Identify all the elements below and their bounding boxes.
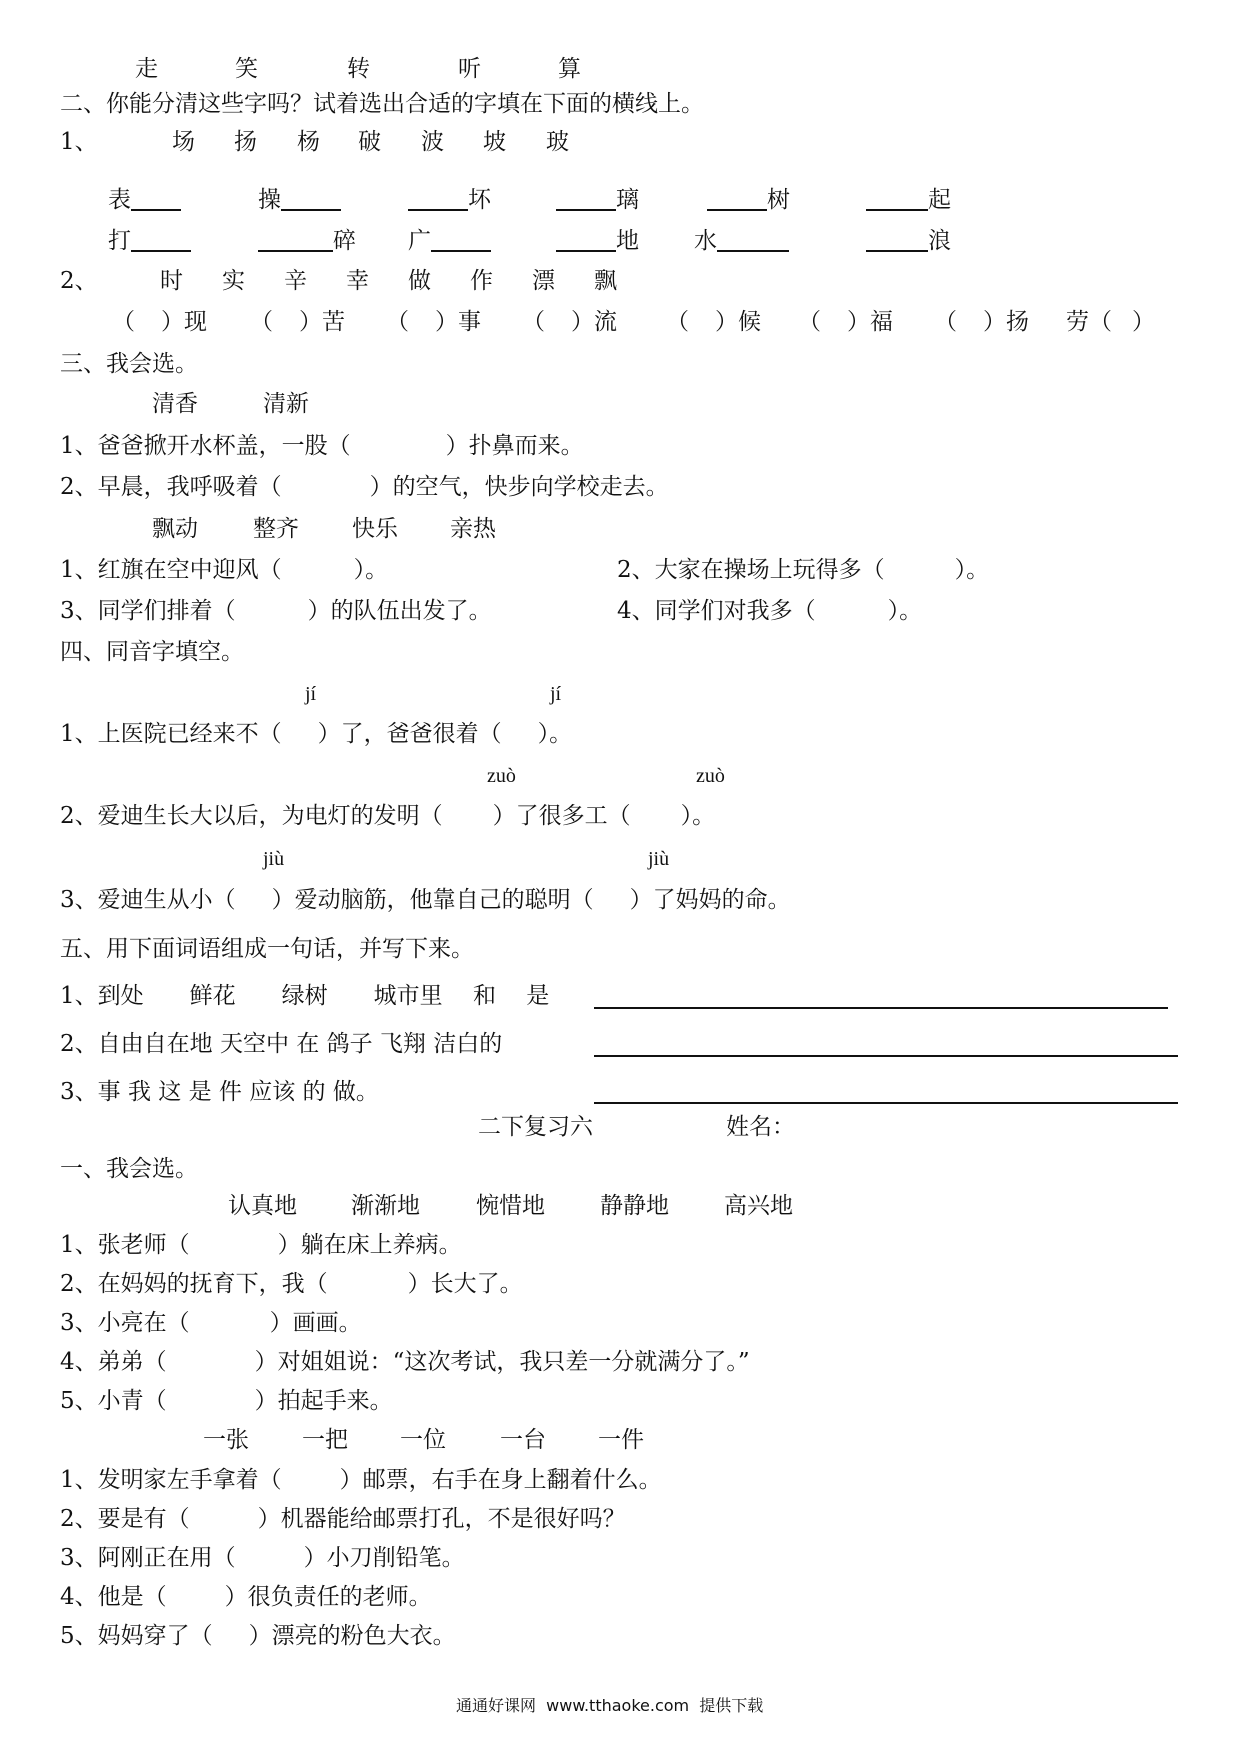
paren-item: （ ）事 bbox=[386, 309, 481, 335]
word-option: 惋惜地 bbox=[476, 1193, 545, 1219]
answer-blank[interactable] bbox=[556, 187, 616, 211]
answer-blank[interactable] bbox=[131, 228, 191, 252]
word-option: 快乐 bbox=[352, 516, 398, 542]
answer-blank[interactable] bbox=[866, 187, 928, 211]
word-option: 亲热 bbox=[450, 516, 496, 542]
question: 1、张老师（ ）躺在床上养病。 bbox=[60, 1232, 462, 1258]
top-word: 算 bbox=[558, 56, 581, 82]
word-option: 一位 bbox=[400, 1427, 446, 1453]
question: 3、小亮在（ ）画画。 bbox=[60, 1310, 362, 1336]
char-option: 破 bbox=[358, 129, 381, 155]
paren-item: （ ）流 bbox=[522, 309, 617, 335]
question: 1、红旗在空中迎风（ ）。 bbox=[60, 557, 389, 583]
question: 2、早晨，我呼吸着（ ）的空气，快步向学校走去。 bbox=[60, 474, 669, 500]
word-option: 渐渐地 bbox=[351, 1193, 420, 1219]
fill-item: 广 bbox=[408, 227, 491, 255]
answer-blank[interactable] bbox=[131, 187, 181, 211]
char-option: 幸 bbox=[346, 268, 369, 294]
word-option: 飘动 bbox=[152, 516, 198, 542]
word-option: 一把 bbox=[302, 1427, 348, 1453]
answer-blank[interactable] bbox=[717, 228, 789, 252]
question: 4、弟弟（ ）对姐姐说：“这次考试，我只差一分就满分了。” bbox=[60, 1349, 750, 1375]
fill-item: 树 bbox=[707, 186, 790, 214]
char-option: 坡 bbox=[483, 129, 506, 155]
question: 3、爱迪生从小（ ）爱动脑筋，他靠自己的聪明（ ）了妈妈的命。 bbox=[60, 887, 791, 913]
paren-item: （ ）苦 bbox=[250, 309, 345, 335]
question: 1、发明家左手拿着（ ）邮票，右手在身上翻着什么。 bbox=[60, 1467, 662, 1493]
paren-item: （ ）扬 bbox=[934, 309, 1029, 335]
page-title: 二下复习六 bbox=[478, 1114, 593, 1140]
answer-blank[interactable] bbox=[408, 187, 468, 211]
question: 1、上医院已经来不（ ）了，爸爸很着（ ）。 bbox=[60, 721, 573, 747]
word-option: 清香 bbox=[152, 391, 198, 417]
char-option: 实 bbox=[222, 268, 245, 294]
fill-item: 水 bbox=[694, 227, 789, 255]
section-5-title: 五、用下面词语组成一句话，并写下来。 bbox=[60, 936, 474, 962]
word-option: 高兴地 bbox=[724, 1193, 793, 1219]
question: 3、同学们排着（ ）的队伍出发了。 bbox=[60, 598, 492, 624]
section-2-title: 二、你能分清这些字吗？试着选出合适的字填在下面的横线上。 bbox=[60, 91, 704, 117]
char-option: 作 bbox=[470, 268, 493, 294]
answer-blank[interactable] bbox=[431, 228, 491, 252]
name-label: 姓名： bbox=[726, 1114, 795, 1140]
pinyin: jí bbox=[305, 683, 317, 705]
char-option: 波 bbox=[421, 129, 444, 155]
word-option: 一台 bbox=[500, 1427, 546, 1453]
answer-blank[interactable] bbox=[866, 228, 928, 252]
answer-blank[interactable] bbox=[556, 228, 616, 252]
word-list: 1、到处 鲜花 绿树 城市里 和 是 bbox=[60, 983, 550, 1009]
fill-item: 璃 bbox=[556, 186, 639, 214]
section-4-title: 四、同音字填空。 bbox=[60, 639, 244, 665]
answer-blank[interactable] bbox=[707, 187, 767, 211]
paren-item: （ ）现 bbox=[112, 309, 207, 335]
word-option: 整齐 bbox=[253, 516, 299, 542]
paren-item: （ ）候 bbox=[666, 309, 761, 335]
fill-item: 浪 bbox=[866, 227, 951, 255]
fill-item: 坏 bbox=[408, 186, 491, 214]
word-list: 2、自由自在地 天空中 在 鸽子 飞翔 洁白的 bbox=[60, 1031, 503, 1057]
answer-line[interactable] bbox=[594, 1055, 1178, 1057]
fill-item: 表 bbox=[108, 186, 181, 214]
question: 4、他是（ ）很负责任的老师。 bbox=[60, 1584, 432, 1610]
paren-item: （ ）福 bbox=[798, 309, 893, 335]
paren-item: 劳（ ） bbox=[1066, 309, 1155, 335]
answer-blank[interactable] bbox=[258, 228, 333, 252]
top-word: 转 bbox=[347, 56, 370, 82]
top-word: 笑 bbox=[235, 56, 258, 82]
top-word: 听 bbox=[458, 56, 481, 82]
fill-item: 碎 bbox=[258, 227, 356, 255]
question: 1、爸爸掀开水杯盖，一股（ ）扑鼻而来。 bbox=[60, 433, 584, 459]
word-option: 认真地 bbox=[228, 1193, 297, 1219]
char-option: 扬 bbox=[234, 129, 257, 155]
answer-line[interactable] bbox=[594, 1102, 1178, 1104]
pinyin: zuò bbox=[696, 765, 725, 787]
answer-blank[interactable] bbox=[281, 187, 341, 211]
char-option: 玻 bbox=[546, 129, 569, 155]
char-option: 漂 bbox=[532, 268, 555, 294]
char-option: 时 bbox=[160, 268, 183, 294]
word-list: 3、事 我 这 是 件 应该 的 做。 bbox=[60, 1079, 379, 1105]
pinyin: jí bbox=[550, 683, 562, 705]
question: 5、妈妈穿了（ ）漂亮的粉色大衣。 bbox=[60, 1623, 456, 1649]
pinyin: jiù bbox=[648, 848, 670, 870]
question: 5、小青（ ）拍起手来。 bbox=[60, 1388, 393, 1414]
char-option: 辛 bbox=[284, 268, 307, 294]
word-option: 一件 bbox=[598, 1427, 644, 1453]
top-word: 走 bbox=[135, 56, 158, 82]
fill-item: 起 bbox=[866, 186, 951, 214]
question: 2、要是有（ ）机器能给邮票打孔，不是很好吗？ bbox=[60, 1506, 626, 1532]
q2-label: 2、 bbox=[60, 268, 98, 294]
char-option: 杨 bbox=[297, 129, 320, 155]
word-option: 静静地 bbox=[600, 1193, 669, 1219]
word-option: 清新 bbox=[263, 391, 309, 417]
char-option: 飘 bbox=[594, 268, 617, 294]
footer-credit: 通通好课网 www.tthaoke.com 提供下载 bbox=[456, 1696, 764, 1715]
question: 4、同学们对我多（ ）。 bbox=[617, 598, 923, 624]
question: 3、阿刚正在用（ ）小刀削铅笔。 bbox=[60, 1545, 465, 1571]
char-option: 做 bbox=[408, 268, 431, 294]
section-1-title: 一、我会选。 bbox=[60, 1156, 198, 1182]
word-option: 一张 bbox=[203, 1427, 249, 1453]
fill-item: 打 bbox=[108, 227, 191, 255]
question: 2、爱迪生长大以后，为电灯的发明（ ）了很多工（ ）。 bbox=[60, 803, 716, 829]
pinyin: zuò bbox=[487, 765, 516, 787]
q1-label: 1、 bbox=[60, 129, 98, 155]
char-option: 场 bbox=[172, 129, 195, 155]
fill-item: 地 bbox=[556, 227, 639, 255]
fill-item: 操 bbox=[258, 186, 341, 214]
pinyin: jiù bbox=[263, 848, 285, 870]
question: 2、在妈妈的抚育下，我（ ）长大了。 bbox=[60, 1271, 523, 1297]
answer-line[interactable] bbox=[594, 1007, 1168, 1009]
question: 2、大家在操场上玩得多（ ）。 bbox=[617, 557, 990, 583]
section-3-title: 三、我会选。 bbox=[60, 351, 198, 377]
